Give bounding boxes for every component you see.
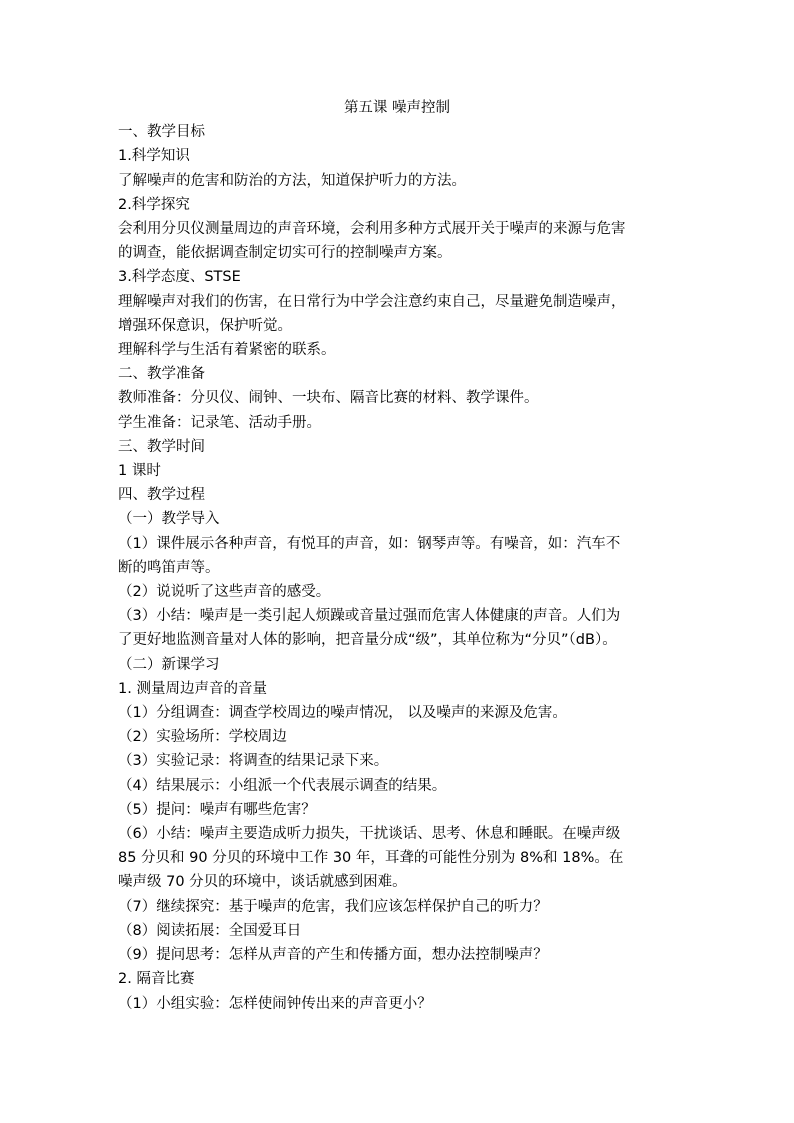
document-line: 理解噪声对我们的伤害，在日常行为中学会注意约束自己，尽量避免制造噪声， (118, 293, 626, 310)
document-line: 一、教学目标 (118, 124, 205, 141)
document-page (118, 96, 676, 1016)
document-line: 四、教学过程 (118, 487, 205, 504)
document-body (118, 120, 676, 1016)
document-line: （6）小结：噪声主要造成听力损失，干扰谈话、思考、休息和睡眠。在噪声级 (118, 826, 621, 843)
document-line: （1）小组实验：怎样使闹钟传出来的声音更小？ (118, 995, 432, 1012)
document-line: 1 课时 (118, 463, 161, 480)
document-line: 会利用分贝仪测量周边的声音环境，会利用多种方式展开关于噪声的来源与危害 (118, 221, 626, 237)
document-line: 了解噪声的危害和防治的方法，知道保护听力的方法。 (118, 172, 466, 189)
document-line: 三、教学时间 (118, 438, 205, 455)
document-line: 理解科学与生活有着紧密的联系。 (118, 342, 336, 359)
document-line: （3）小结：噪声是一类引起人烦躁或音量过强而危害人体健康的声音。人们为 (118, 608, 621, 625)
document-line: （9）提问思考：怎样从声音的产生和传播方面，想办法控制噪声？ (118, 947, 548, 964)
document-line: （3）实验记录：将调查的结果记录下来。 (118, 753, 389, 770)
document-line: 学生准备：记录笔、活动手册。 (118, 414, 321, 431)
document-line: 二、教学准备 (118, 366, 205, 383)
document-title: 第五课 噪声控制 (343, 100, 451, 116)
document-line: 2.科学探究 (118, 196, 190, 213)
document-line: 了更好地监测音量对人体的影响，把音量分成“级”，其单位称为“分贝”（dB）。 (118, 632, 617, 649)
document-line: 1. 测量周边声音的音量 (118, 680, 267, 697)
document-line: 85 分贝和 90 分贝的环境中工作 30 年，耳聋的可能性分别为 8%和 18%。在 (118, 850, 624, 867)
document-line: 教师准备：分贝仪、闹钟、一块布、隔音比赛的材料、教学课件。 (118, 390, 539, 407)
document-line: （1）分组调查：调查学校周边的噪声情况， 以及噪声的来源及危害。 (118, 705, 567, 722)
document-line: 2. 隔音比赛 (118, 971, 195, 988)
document-line: 增强环保意识，保护听觉。 (118, 317, 292, 334)
document-line: （一）教学导入 (118, 511, 220, 528)
document-line: （5）提问：噪声有哪些危害？ (118, 801, 316, 818)
document-line: （7）继续探究：基于噪声的危害，我们应该怎样保护自己的听力？ (118, 898, 548, 915)
document-line: 断的鸣笛声等。 (118, 559, 220, 576)
document-line: （8）阅读拓展：全国爱耳日 (118, 922, 302, 939)
document-line: （二）新课学习 (118, 656, 220, 673)
document-line: 的调查，能依据调查制定切实可行的控制噪声方案。 (118, 245, 452, 262)
document-line: （4）结果展示：小组派一个代表展示调查的结果。 (118, 777, 447, 794)
document-line: 1.科学知识 (118, 148, 190, 165)
document-line: （2）实验场所：学校周边 (118, 729, 287, 746)
document-line: （2）说说听了这些声音的感受。 (118, 584, 331, 601)
document-line: （1）课件展示各种声音，有悦耳的声音，如：钢琴声等。有噪音，如：汽车不 (118, 535, 621, 552)
document-line: 3.科学态度、STSE (118, 269, 241, 286)
document-line: 噪声级 70 分贝的环境中，谈话就感到困难。 (118, 874, 407, 891)
